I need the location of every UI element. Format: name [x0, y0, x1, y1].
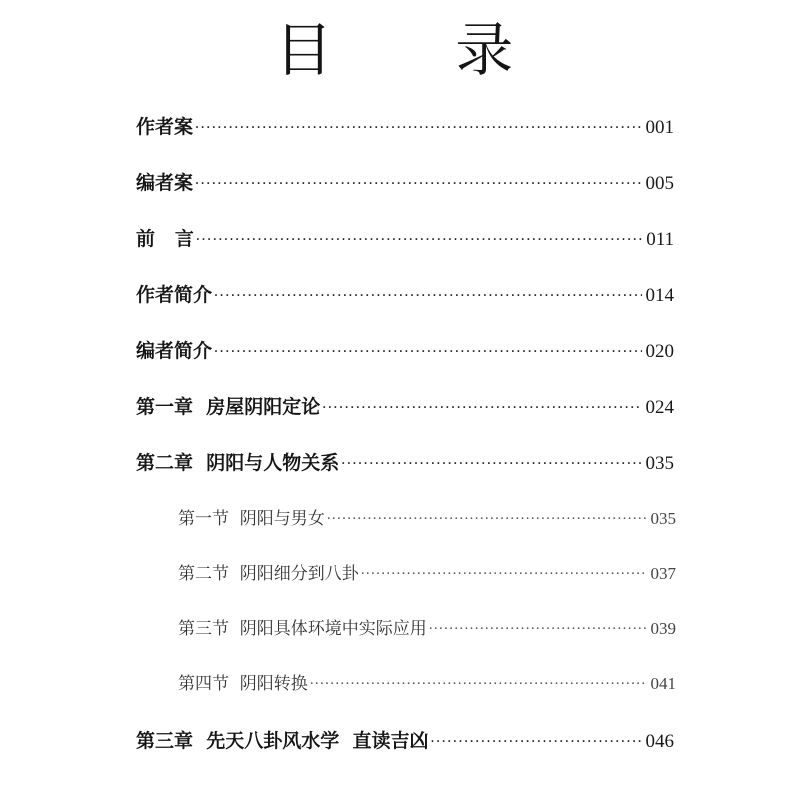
toc-entry-page: 014 [645, 285, 674, 306]
dot-leader [430, 728, 641, 747]
toc-entry-label: 第一章 房屋阴阳定论 [136, 396, 321, 418]
dot-leader [214, 282, 641, 301]
toc-entry-label: 第一节 阴阳与男女 [178, 509, 325, 529]
toc-entry-page: 035 [645, 453, 674, 474]
toc-subentry [178, 559, 676, 584]
dot-leader [196, 226, 642, 245]
toc-entry-label: 第四节 阴阳转换 [178, 674, 308, 694]
toc-entry [136, 280, 674, 307]
dot-leader [429, 617, 647, 634]
toc-entry-page: 037 [650, 564, 676, 583]
toc-entry [136, 168, 674, 195]
toc-entry-label: 编者案 [136, 172, 194, 194]
toc-entry-page: 005 [645, 173, 674, 194]
page-title: 目 录 [274, 16, 566, 84]
dot-leader [310, 672, 647, 689]
toc-entry-page: 039 [650, 619, 676, 638]
toc-entry-label: 编者简介 [136, 340, 213, 362]
toc-entry-page: 011 [646, 229, 674, 250]
toc-entry-page: 024 [645, 397, 674, 418]
dot-leader [327, 507, 647, 524]
dot-leader [214, 338, 641, 357]
dot-leader [195, 114, 641, 133]
toc-entry-label: 第二节 阴阳细分到八卦 [178, 564, 359, 584]
toc-entry-page: 020 [645, 341, 674, 362]
toc-entry-page: 046 [645, 731, 674, 752]
toc-subentry [178, 504, 676, 529]
toc-entry [136, 336, 674, 363]
dot-leader [322, 394, 641, 413]
toc-entry [136, 112, 674, 139]
toc-entry-label: 作者简介 [136, 284, 213, 306]
toc-entry [136, 392, 674, 419]
toc-entry-page: 041 [650, 674, 676, 693]
dot-leader [195, 170, 641, 189]
dot-leader [341, 450, 641, 469]
toc-entry-page: 001 [645, 117, 674, 138]
toc-subentry [178, 614, 676, 639]
toc-entry-label: 第二章 阴阳与人物关系 [136, 452, 340, 474]
toc-entry-label: 第三节 阴阳具体环境中实际应用 [178, 619, 427, 639]
toc-entry [136, 726, 674, 753]
toc-entry-page: 035 [650, 509, 676, 528]
toc-entry [136, 448, 674, 475]
toc-entry-label: 作者案 [136, 116, 194, 138]
toc-subentry [178, 669, 676, 694]
toc-entry-label: 前 言 [136, 228, 194, 250]
toc-entry-label: 第三章 先天八卦风水学 直读吉凶 [136, 730, 429, 752]
dot-leader [361, 562, 647, 579]
toc-entry [136, 224, 674, 251]
